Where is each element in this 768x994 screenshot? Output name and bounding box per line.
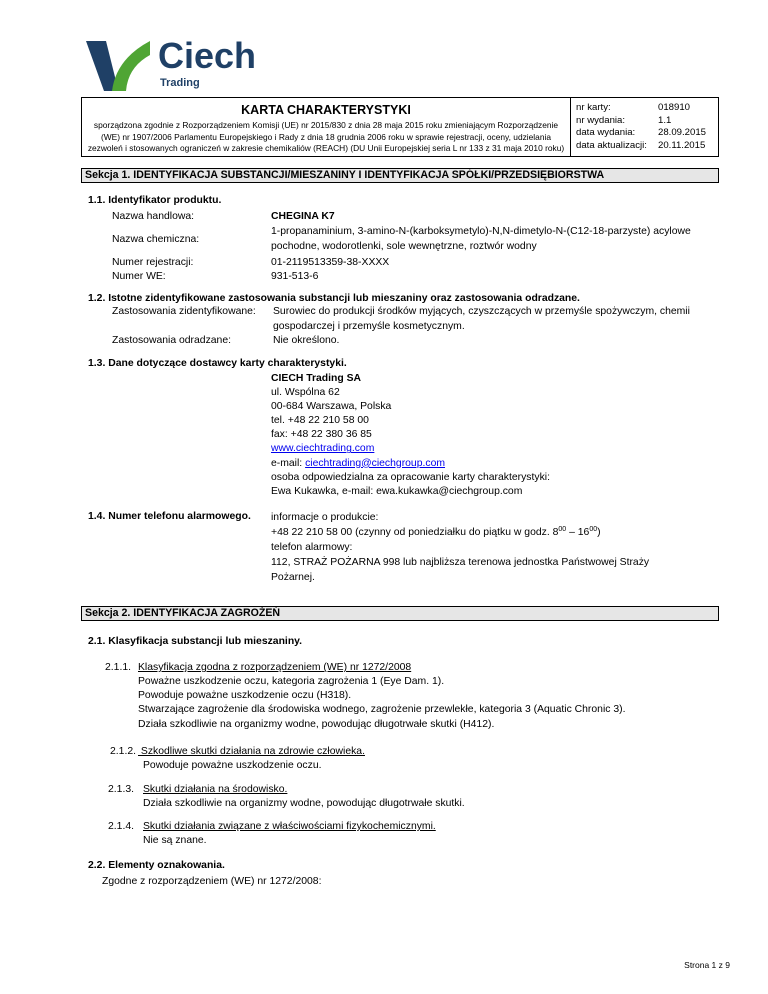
supplier-block xyxy=(271,372,550,499)
supplier-city: 00-684 Warszawa, Polska xyxy=(271,401,392,413)
heading-1-2: 1.2. Istotne zidentyfikowane zastosowania substancji lub mieszaniny oraz zastosowania odradzane. xyxy=(88,293,580,304)
product-info-phone: +48 22 210 58 00 (czynny od poniedziałku do piątku w godz. $8^{00} - 16^{00}$) xyxy=(271,526,601,538)
labelling-text: Zgodne z rozporządzeniem (WE) nr 1272/2008: xyxy=(102,876,322,887)
classification-item: Działa szkodliwie na organizmy wodne, powodując długotrwałe skutki (H412). xyxy=(138,718,495,730)
product-info-label: informacje o produkcie: xyxy=(271,512,379,523)
subsection-number: 2.1.2. xyxy=(110,746,136,757)
meta-key: nr wydania: xyxy=(576,114,626,126)
meta-value: 018910 xyxy=(658,102,691,113)
meta-key: data wydania: xyxy=(576,127,636,138)
supplier-website-link[interactable]: www.ciechtrading.com xyxy=(271,443,375,455)
uses-value-cont: gospodarczej i przemyśle kosmetycznym. xyxy=(273,321,465,332)
emergency-phone-label: telefon alarmowy: xyxy=(271,542,353,553)
classification-item: Stwarzające zagrożenie dla środowiska wodnego, zagrożenie przewlekłe, kategoria 3 (Aquatic Chronic 3). xyxy=(138,704,626,716)
classification-item: Poważne uszkodzenie oczu, kategoria zagrożenia 1 (Eye Dam. 1). xyxy=(138,676,445,687)
emergency-phone-text-cont: Pożarnej. xyxy=(271,572,315,583)
trade-name-label: Nazwa handlowa: xyxy=(112,211,195,222)
registration-label: Numer rejestracji: xyxy=(112,257,194,268)
document-title: KARTA CHARAKTERYSTYKI xyxy=(241,103,411,117)
section-2-title: Sekcja 2. IDENTYFIKACJA ZAGROŻEŃ xyxy=(81,606,719,621)
ciech-logo-mark xyxy=(86,41,150,91)
heading-1-1: 1.1. Identyfikator produktu. xyxy=(88,195,222,206)
document-header xyxy=(81,97,719,157)
meta-key: nr karty: xyxy=(576,102,611,113)
meta-key: data aktualizacji: xyxy=(576,139,647,151)
uses-label: Zastosowania zidentyfikowane: xyxy=(112,306,256,317)
meta-value: 20.11.2015 xyxy=(658,139,706,151)
meta-value: 1.1 xyxy=(658,114,672,126)
document-meta xyxy=(576,102,706,152)
heading-2-1-3: Skutki działania na środowisko. xyxy=(143,784,288,795)
heading-2-1-2: Szkodliwe skutki działania na zdrowie człowieka. xyxy=(138,746,365,757)
heading-1-3: 1.3. Dane dotyczące dostawcy karty charakterystyki. xyxy=(88,358,347,369)
classification-item: Powoduje poważne uszkodzenie oczu (H318). xyxy=(138,690,352,702)
section-1-title: Sekcja 1. IDENTYFIKACJA SUBSTANCJI/MIESZANINY I IDENTYFIKACJA SPÓŁKI/PRZEDSIĘBIORSTWA xyxy=(81,168,719,183)
ec-number-label: Numer WE: xyxy=(112,271,166,282)
physchem-effects-text: Nie są znane. xyxy=(143,835,207,846)
environment-effects-text: Działa szkodliwie na organizmy wodne, powodując długotrwałe skutki. xyxy=(143,798,465,809)
registration-value: 01-2119513359-38-XXXX xyxy=(271,257,390,268)
supplier-tel: tel. +48 22 210 58 00 xyxy=(271,415,369,427)
classification-list xyxy=(138,675,625,732)
email-prefix: e-mail: xyxy=(271,457,306,469)
subsection-number: 2.1.3. xyxy=(108,784,134,795)
heading-2-1: 2.1. Klasyfikacja substancji lub mieszaniny. xyxy=(88,636,303,647)
ec-number-value: 931-513-6 xyxy=(271,271,319,282)
emergency-block xyxy=(271,510,709,585)
uses-value: Surowiec do produkcji środków myjących, czyszczących w przemyśle spożywczym, chemii xyxy=(273,306,690,317)
regulation-note: sporządzona zgodnie z Rozporządzeniem Komisji (UE) nr 2015/830 z dnia 28 maja 2015 roku zmieniającym Rozporządzenie (WE) nr 1907/2006 Parlamentu Europejskiego i Rady z dnia 18 grudnia 2006 roku w sprawie rejestracji, oceny, udzielania zezwoleń i stosowanych ograniczeń w zakresie chemikaliów (REACH) (DU Unii Europejskiej seria L nr 133 z 31 maja 2010 roku) xyxy=(87,120,565,154)
chemical-name-value-cont: pochodne, wodorotlenki, sole wewnętrzne, roztwór wodny xyxy=(271,241,537,252)
trade-name-value: CHEGINA K7 xyxy=(271,211,335,222)
subsection-number: 2.1.1. xyxy=(105,662,131,673)
heading-2-2: 2.2. Elementy oznakowania. xyxy=(88,860,225,871)
responsible-person-label: osoba odpowiedzialna za opracowanie karty charakterystyki: xyxy=(271,471,550,483)
heading-1-4: 1.4. Numer telefonu alarmowego. xyxy=(88,511,251,522)
emergency-phone-text: 112, STRAŻ POŻARNA 998 lub najbliższa terenowa jednostka Państwowej Straży xyxy=(271,557,650,568)
chemical-name-label: Nazwa chemiczna: xyxy=(112,234,200,245)
brand-name: Ciech xyxy=(158,35,257,76)
responsible-person: Ewa Kukawka, e-mail: ewa.kukawka@ciechgroup.com xyxy=(271,485,523,497)
heading-2-1-4: Skutki działania związane z właściwościami fizykochemicznymi. xyxy=(143,821,436,832)
page-number: Strona 1 z 9 xyxy=(684,960,730,970)
supplier-street: ul. Wspólna 62 xyxy=(271,387,340,399)
brand-subtitle: Trading xyxy=(160,77,200,89)
advised-against-label: Zastosowania odradzane: xyxy=(112,335,231,346)
supplier-fax: fax: +48 22 380 36 85 xyxy=(271,429,372,441)
health-effects-text: Powoduje poważne uszkodzenie oczu. xyxy=(143,760,322,771)
chemical-name-value: 1-propanaminium, 3-amino-N-(karboksymetylo)-N,N-dimetylo-N-(C12-18-parzyste) acylowe xyxy=(271,226,691,237)
heading-2-1-1: Klasyfikacja zgodna z rozporządzeniem (WE) nr 1272/2008 xyxy=(138,662,412,673)
supplier-email-link[interactable]: ciechtrading@ciechgroup.com xyxy=(305,457,446,469)
meta-value: 28.09.2015 xyxy=(658,127,707,138)
supplier-name: CIECH Trading SA xyxy=(271,373,362,384)
advised-against-value: Nie określono. xyxy=(273,335,340,346)
subsection-number: 2.1.4. xyxy=(108,821,134,832)
